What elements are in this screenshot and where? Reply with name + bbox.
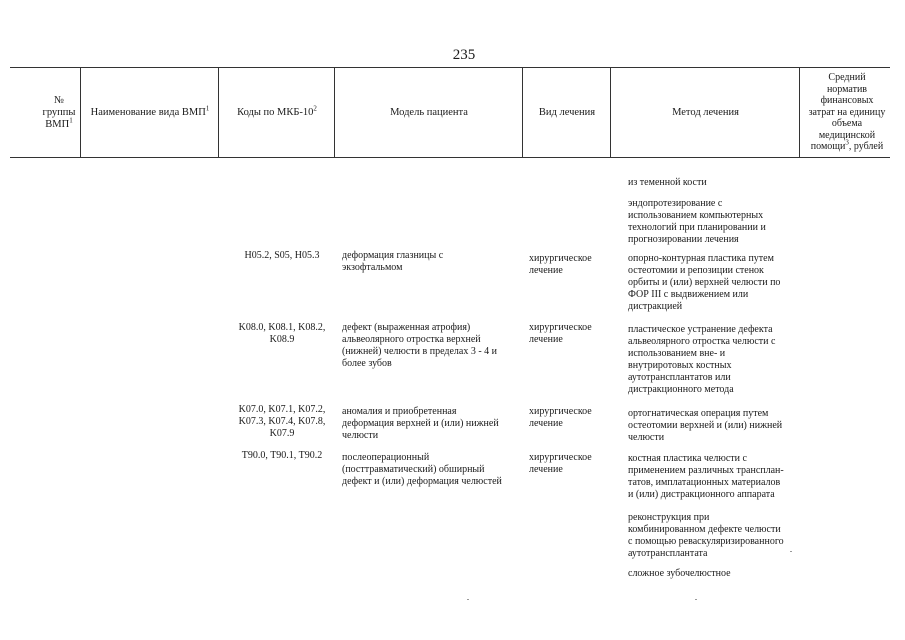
header-vmp-name: Наименование вида ВМП$^1$ <box>90 104 210 118</box>
row-3-model: дефект (выраженная атрофия) альвеолярного отростка верхней (нижней) челюсти в пределах 3 - 4 и более зубов <box>342 322 498 369</box>
row-5-codes: T90.0, T90.1, T90.2 <box>241 450 323 461</box>
row-4-method: ортогнатическая операция путем остеотомии верхней и (или) нижней челюсти <box>628 408 783 443</box>
scan-speck <box>695 599 697 600</box>
row-4-codes: K07.0, K07.1, K07.2, K07.3, K07.4, K07.8, K07.9 <box>238 404 326 439</box>
col-divider-5 <box>610 68 611 157</box>
row-2-treatment: хирургическое лечение <box>529 253 592 276</box>
header-group-number: № группы ВМП$^1$ <box>42 94 76 130</box>
scan-speck <box>790 551 792 552</box>
row-4-treatment: хирургическое лечение <box>529 406 592 429</box>
row-5-method: костная пластика челюсти с применением различных трансплан- татов, имплатационных материалов и (или) дистракционного аппарата <box>628 453 784 500</box>
row-2-method: опорно-контурная пластика путем остеотомии и репозиции стенок орбиты и (или) верхней челюсти по ФОР III с выдвижением или дистракцией <box>628 253 781 312</box>
header-financial-norm: Средний норматив финансовых затрат на единицу объема медицинской помощи$^3$, рублей <box>808 72 886 153</box>
col-divider-4 <box>522 68 523 157</box>
row-6-method: реконструкция при комбинированном дефекте челюсти с помощью реваскуляризированного аутотрансплантата <box>628 512 784 559</box>
page-number: 235 <box>452 47 476 63</box>
header-icd-codes: Коды по МКБ-$10^2$ <box>237 104 317 118</box>
row-2-model: деформация глазницы с экзофтальмом <box>342 250 444 273</box>
header-treatment-type: Вид лечения <box>538 106 596 118</box>
row-1-method: эндопротезирование с использованием компьютерных технологий при планировании и прогнозировании лечения <box>628 198 766 245</box>
row-5-treatment: хирургическое лечение <box>529 452 592 475</box>
row-3-method: пластическое устранение дефекта альвеолярного отростка челюсти с использованием вне- и внутриротовых костных аутотрансплантатов или дистракционного метода <box>628 324 776 395</box>
header-treatment-method: Метод лечения <box>672 106 739 118</box>
col-divider-2 <box>218 68 219 157</box>
row-5-model: послеоперационный (посттравматический) обширный дефект и (или) деформация челюстей <box>342 452 502 487</box>
scan-speck <box>467 599 469 600</box>
header-bottom-border <box>10 157 890 158</box>
table-header <box>0 0 905 160</box>
col-divider-3 <box>334 68 335 157</box>
row-2-codes: H05.2, S05, H05.3 <box>244 250 320 261</box>
col-divider-1 <box>80 68 81 157</box>
row-0-method: из теменной кости <box>628 177 707 188</box>
row-7-method: сложное зубочелюстное <box>628 568 731 579</box>
header-patient-model: Модель пациента <box>390 106 468 118</box>
row-3-treatment: хирургическое лечение <box>529 322 592 345</box>
row-3-codes: K08.0, K08.1, K08.2, K08.9 <box>238 322 326 345</box>
row-4-model: аномалия и приобретенная деформация верхней и (или) нижней челюсти <box>342 406 499 441</box>
